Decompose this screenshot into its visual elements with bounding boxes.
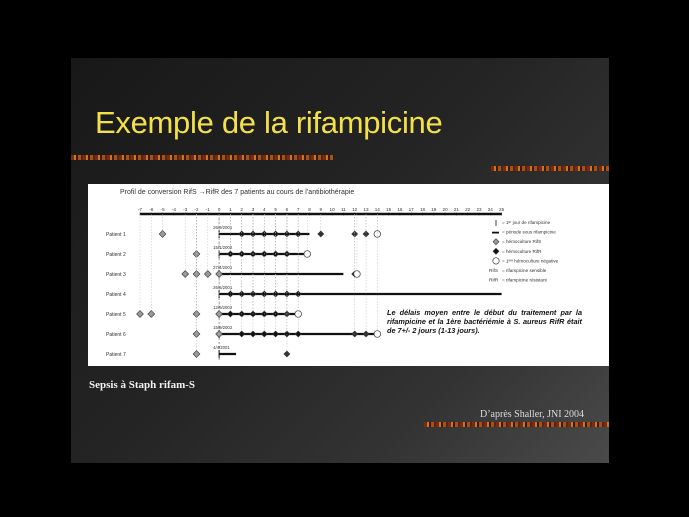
bottom-decoration — [424, 422, 609, 427]
rifr-culture-marker — [284, 351, 290, 357]
patient-label: Patient 2 — [106, 252, 126, 258]
legend-text: = hémoculture RifR — [502, 248, 542, 254]
patient-label: Patient 6 — [106, 332, 126, 338]
start-date-label: 26/6/2001 — [213, 285, 233, 290]
rifs-culture-marker — [137, 311, 144, 318]
rifr-culture-marker — [318, 231, 324, 237]
legend-key: RifS — [489, 269, 499, 274]
axis-tick-label: 3 — [251, 207, 255, 212]
diamond-black-icon — [493, 248, 499, 254]
legend-text: = période sous rifampicine — [502, 229, 556, 235]
rifs-culture-marker — [182, 271, 189, 278]
axis-tick-label: 12 — [352, 207, 358, 212]
patient-label: Patient 7 — [106, 352, 126, 358]
rifr-culture-marker — [295, 331, 301, 337]
rifr-culture-marker — [352, 331, 358, 337]
axis-tick-label: -2 — [194, 207, 199, 212]
axis-tick-label: 11 — [341, 207, 346, 212]
axis-tick-label: -6 — [149, 207, 154, 212]
axis-tick-label: -1 — [205, 207, 210, 212]
axis-tick-label: 16 — [397, 207, 403, 212]
patient-label: Patient 1 — [106, 232, 126, 238]
axis-tick-label: 5 — [274, 207, 277, 212]
start-date-label: 12/9/2002 — [213, 305, 233, 310]
axis-tick-label: 2 — [240, 207, 243, 212]
rifr-culture-marker — [363, 331, 369, 337]
axis-tick-label: 22 — [465, 207, 471, 212]
rifr-culture-marker — [273, 331, 279, 337]
rifs-culture-marker — [216, 331, 223, 338]
axis-tick-label: -4 — [171, 207, 176, 212]
rifs-culture-marker — [193, 351, 200, 358]
slide — [71, 58, 609, 463]
axis-tick-label: -7 — [137, 207, 143, 212]
legend-key: RifR — [489, 278, 499, 284]
legend-text: = hémoculture RifS — [502, 239, 542, 245]
patient-label: Patient 5 — [106, 312, 126, 318]
axis-tick-label: -5 — [160, 207, 165, 212]
slide-subtitle: Sepsis à Staph rifam-S — [89, 379, 196, 391]
start-date-label: 15/9/2002 — [213, 325, 233, 330]
patient-label: Patient 4 — [106, 292, 126, 298]
axis-tick-label: 1 — [229, 207, 232, 212]
axis-tick-label: 4 — [263, 207, 266, 212]
axis-tick-label: 19 — [431, 207, 437, 212]
figure-note: Le délais moyen entre le début du traitement par la rifampicine et la 1ère bactériémie à S. aureus RifR était de 7+/- 2 jours (1-13 jours). — [387, 308, 582, 335]
axis-tick-label: 25 — [499, 207, 505, 212]
axis-tick-label: 24 — [487, 207, 493, 212]
axis-tick-label: 0 — [217, 207, 221, 212]
circle-icon — [493, 258, 499, 264]
rifr-culture-marker — [227, 311, 233, 317]
slide-title: Exemple de la rifampicine — [95, 105, 443, 140]
rifr-culture-marker — [261, 331, 267, 337]
axis-tick-label: 23 — [476, 207, 482, 212]
start-date-label: 27/4/2001 — [213, 265, 233, 270]
legend-text: = 1ᵉʳ jour de rifampicine — [502, 220, 551, 225]
start-date-label: 26/9/2001 — [213, 225, 233, 230]
title-decoration-right — [491, 166, 609, 171]
start-date-label: 4/4/2001 — [213, 345, 230, 350]
legend-text: = rifampicine résistant — [502, 277, 547, 283]
axis-tick-label: 14 — [374, 207, 380, 212]
axis-tick-label: 18 — [419, 207, 426, 212]
axis-tick-label: 7 — [296, 207, 300, 212]
rifs-culture-marker — [159, 231, 166, 238]
diamond-gray-icon — [493, 239, 499, 245]
axis-tick-label: 15 — [386, 207, 392, 212]
legend-text: = 1ᵉʳᵉ hémoculture négative — [502, 258, 559, 264]
axis-tick-label: 6 — [285, 207, 289, 212]
axis-tick-label: -3 — [183, 207, 188, 212]
figure-title: Profil de conversion RifS →RifR des 7 patients au cours de l’antibiothérapie — [120, 189, 355, 196]
rifr-culture-marker — [250, 331, 256, 337]
axis-tick-label: 21 — [453, 207, 459, 212]
negative-culture-marker — [304, 251, 311, 258]
axis-tick-label: 13 — [363, 207, 369, 212]
negative-culture-marker — [374, 331, 381, 338]
axis-tick-label: 17 — [408, 207, 414, 212]
rifs-culture-marker — [204, 271, 211, 278]
rifr-culture-marker — [239, 331, 245, 337]
axis-tick-label: 20 — [442, 207, 448, 212]
axis-tick-label: 10 — [329, 207, 335, 212]
start-date-label: 15/1/2002 — [213, 245, 233, 250]
axis-tick-label: 9 — [319, 207, 323, 212]
rifs-culture-marker — [148, 311, 155, 318]
source-citation: D’après Shaller, JNI 2004 — [480, 409, 585, 420]
title-decoration — [71, 155, 333, 160]
legend-text: = rifampicine sensible — [502, 268, 547, 273]
chart-figure — [88, 184, 609, 366]
axis-tick-label: 8 — [308, 207, 311, 212]
patient-timeline-chart — [88, 184, 609, 366]
patient-label: Patient 3 — [106, 272, 126, 278]
